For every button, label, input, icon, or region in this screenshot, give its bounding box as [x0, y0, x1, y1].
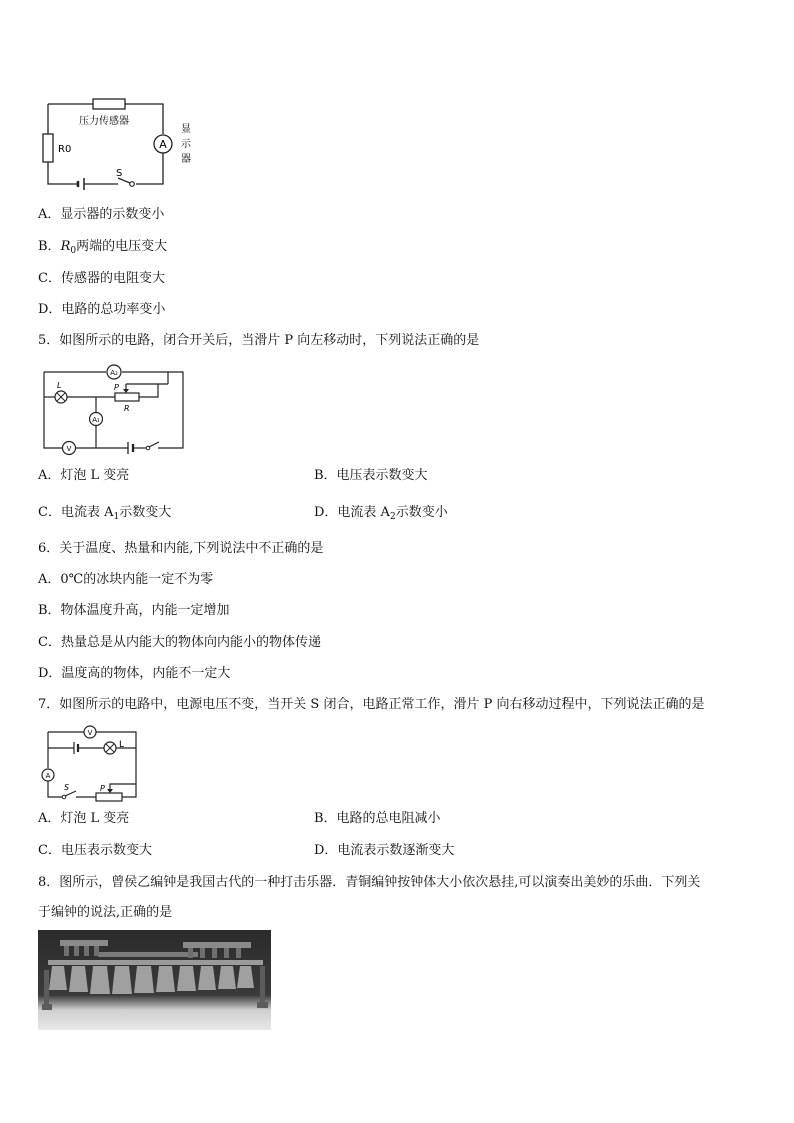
q7-switch-label: S [64, 783, 70, 792]
q5-option-c-prefix: C．电流表 A [38, 505, 114, 520]
rheostat-r-symbol [115, 393, 139, 401]
q4-option-b-sub: 0 [70, 246, 77, 256]
q5-option-d [314, 505, 448, 525]
q5-option-d-sub: 2 [389, 512, 396, 522]
q5-option-b: B．电压表示数变大 [314, 468, 428, 483]
lamp-l-label: L [57, 381, 62, 390]
ammeter-a2-label: A₂ [110, 369, 118, 377]
q4-option-b [38, 239, 167, 259]
q5-option-a: A．灯泡 L 变亮 [38, 468, 130, 483]
q7-option-d: D．电流表示数逐渐变大 [314, 843, 455, 858]
q6-option-d: D．温度高的物体，内能不一定大 [38, 666, 231, 681]
pressure-sensor-label: 压力传感器 [79, 116, 129, 127]
q4-option-b-rest: 两端的电压变大 [76, 239, 168, 254]
q6-stem: 6．关于温度、热量和内能,下列说法中不正确的是 [38, 541, 324, 556]
pressure-sensor-circuit-figure [38, 94, 198, 190]
display-label-1: 显 [181, 124, 191, 135]
q5-option-c [38, 505, 171, 525]
voltmeter-label: V [66, 445, 72, 453]
q4-option-d: D．电路的总功率变小 [38, 302, 166, 317]
q4-option-a: A．显示器的示数变小 [38, 207, 165, 222]
ammeter-label: A [159, 138, 167, 151]
q7-slider-label: P [100, 784, 105, 793]
slider-p-label: P [114, 383, 119, 392]
q5-option-d-prefix: D．电流表 A [314, 505, 390, 520]
q7-option-c: C．电压表示数变大 [38, 843, 152, 858]
q7-circuit-figure [38, 724, 148, 804]
bianzhong-chime-bells-photo [38, 930, 271, 1030]
q5-circuit-figure [38, 364, 188, 460]
q4-option-c: C．传感器的电阻变大 [38, 271, 165, 286]
q6-option-c: C．热量总是从内能大的物体向内能小的物体传递 [38, 635, 321, 650]
q7-ammeter-label: A [45, 772, 51, 780]
rheostat-r-label: R [124, 404, 130, 413]
q7-rheostat-symbol [96, 793, 122, 801]
q7-stem: 7．如图所示的电路中，电源电压不变，当开关 S 闭合，电路正常工作，滑片 P 向右移动过程中，下列说法正确的是 [38, 697, 705, 712]
resistor-r0-symbol [43, 134, 53, 162]
ammeter-a1-label: A₁ [92, 416, 100, 424]
q7-voltmeter-label: V [87, 729, 93, 737]
q6-option-b: B．物体温度升高，内能一定增加 [38, 603, 230, 618]
q6-option-a: A．0℃的冰块内能一定不为零 [38, 572, 214, 587]
q5-stem: 5．如图所示的电路，闭合开关后，当滑片 P 向左移动时，下列说法正确的是 [38, 333, 480, 348]
switch-label: S [116, 168, 123, 179]
q7-option-b: B．电路的总电阻减小 [314, 811, 441, 826]
q7-lamp-label: L [119, 740, 125, 750]
q5-switch-symbol [149, 442, 159, 447]
q5-option-d-rest: 示数变小 [395, 505, 448, 520]
q4-option-b-var: R [60, 239, 71, 254]
q8-stem-line1: 8．图所示，曾侯乙编钟是我国古代的一种打击乐器．青铜编钟按钟体大小依次悬挂,可以演奏出美妙的乐曲．下列关 [38, 875, 701, 890]
q5-option-c-sub: 1 [113, 512, 120, 522]
resistor-r0-label: R0 [58, 144, 72, 155]
display-label-2: 示 [181, 139, 191, 150]
q4-option-b-prefix: B． [38, 239, 61, 254]
q7-option-a: A．灯泡 L 变亮 [38, 811, 130, 826]
display-label-3: 器 [181, 154, 191, 165]
pressure-sensor-symbol [93, 99, 125, 109]
q8-stem-line2: 于编钟的说法,正确的是 [38, 905, 173, 920]
q5-option-c-rest: 示数变大 [119, 505, 172, 520]
